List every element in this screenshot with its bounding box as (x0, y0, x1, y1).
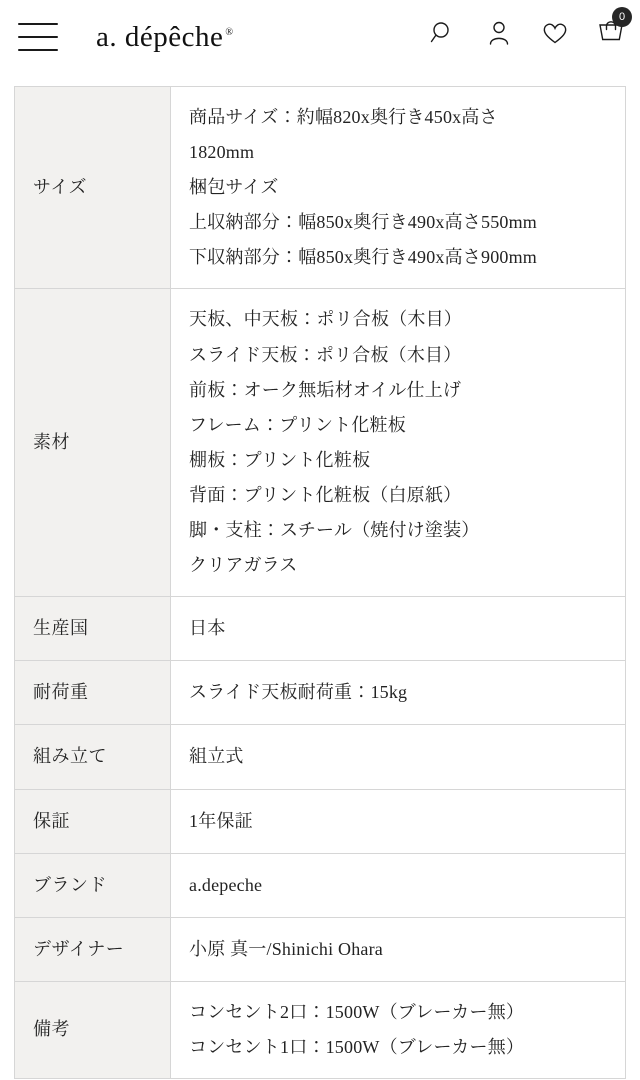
spec-value-line: 背面：プリント化粧板（白原紙） (189, 484, 462, 505)
spec-value-line: 上収納部分：幅850x奥行き490x高さ550mm (189, 212, 538, 233)
spec-value-line: フレーム：プリント化粧板 (189, 414, 406, 435)
product-spec-section (0, 74, 640, 1079)
spec-row-value (171, 661, 626, 725)
spec-row (15, 981, 626, 1078)
spec-value-line: 日本 (189, 618, 226, 639)
account-icon[interactable] (484, 16, 514, 50)
spec-row (15, 597, 626, 661)
spec-row-value (171, 981, 626, 1078)
spec-value-line: 1年保証 (189, 810, 253, 831)
spec-value-line: 下収納部分：幅850x奥行き490x高さ900mm (189, 247, 538, 268)
registered-trademark-icon: ® (225, 26, 233, 38)
spec-value-line: 1820mm (189, 142, 255, 163)
spec-row (15, 917, 626, 981)
spec-row-value (171, 789, 626, 853)
search-icon[interactable] (428, 16, 458, 50)
hamburger-bar-2 (18, 36, 58, 38)
spec-row-label: ブランド (15, 853, 171, 917)
spec-value-line: クリアガラス (189, 555, 298, 576)
spec-value-line: 小原 真一/Shinichi Ohara (189, 938, 383, 959)
spec-value-line: スライド天板耐荷重：15kg (189, 682, 408, 703)
spec-value-line: a.depeche (189, 874, 263, 895)
spec-row-value (171, 87, 626, 289)
cart-count-badge: 0 (612, 7, 632, 27)
spec-row (15, 853, 626, 917)
brand-name: a. dépêche (96, 20, 224, 53)
site-header (0, 0, 640, 74)
spec-value-line: 脚・支柱：スチール（焼付け塗装） (189, 520, 480, 541)
spec-value-line: 棚板：プリント化粧板 (189, 449, 371, 470)
brand-logo[interactable] (96, 20, 233, 53)
spec-value-line: コンセント2口：1500W（ブレーカー無） (189, 1001, 525, 1022)
spec-value-line: 商品サイズ：約幅820x奥行き450x高さ (189, 107, 498, 127)
spec-value-line: コンセント1口：1500W（ブレーカー無） (189, 1036, 525, 1057)
spec-value-line: スライド天板：ポリ合板（木目） (189, 344, 462, 365)
wishlist-heart-icon[interactable] (540, 16, 570, 50)
spec-value-line: 梱包サイズ (189, 177, 279, 198)
spec-row-value (171, 289, 626, 597)
spec-row-label: 保証 (15, 789, 171, 853)
spec-row-label: デザイナー (15, 917, 171, 981)
spec-row-label: 素材 (15, 289, 171, 597)
spec-value-line: 組立式 (189, 746, 244, 767)
spec-row (15, 789, 626, 853)
spec-row (15, 725, 626, 789)
spec-row-value (171, 853, 626, 917)
spec-row-label: 備考 (15, 981, 171, 1078)
hamburger-bar-1 (18, 23, 58, 25)
spec-row (15, 289, 626, 597)
spec-row-value (171, 917, 626, 981)
spec-row (15, 87, 626, 289)
hamburger-bar-3 (18, 49, 58, 51)
cart-icon[interactable] (596, 10, 626, 50)
spec-table-body (15, 87, 626, 1079)
spec-row-label: 生産国 (15, 597, 171, 661)
spec-row-label: サイズ (15, 87, 171, 289)
product-spec-table (14, 86, 626, 1079)
spec-row-label: 耐荷重 (15, 661, 171, 725)
hamburger-menu-icon[interactable] (18, 23, 58, 51)
spec-row-label: 組み立て (15, 725, 171, 789)
header-icon-group (428, 10, 626, 50)
spec-row-value (171, 597, 626, 661)
spec-value-line: 天板、中天板：ポリ合板（木目） (189, 309, 462, 330)
spec-value-line: 前板：オーク無垢材オイル仕上げ (189, 379, 462, 400)
spec-row (15, 661, 626, 725)
spec-row-value (171, 725, 626, 789)
